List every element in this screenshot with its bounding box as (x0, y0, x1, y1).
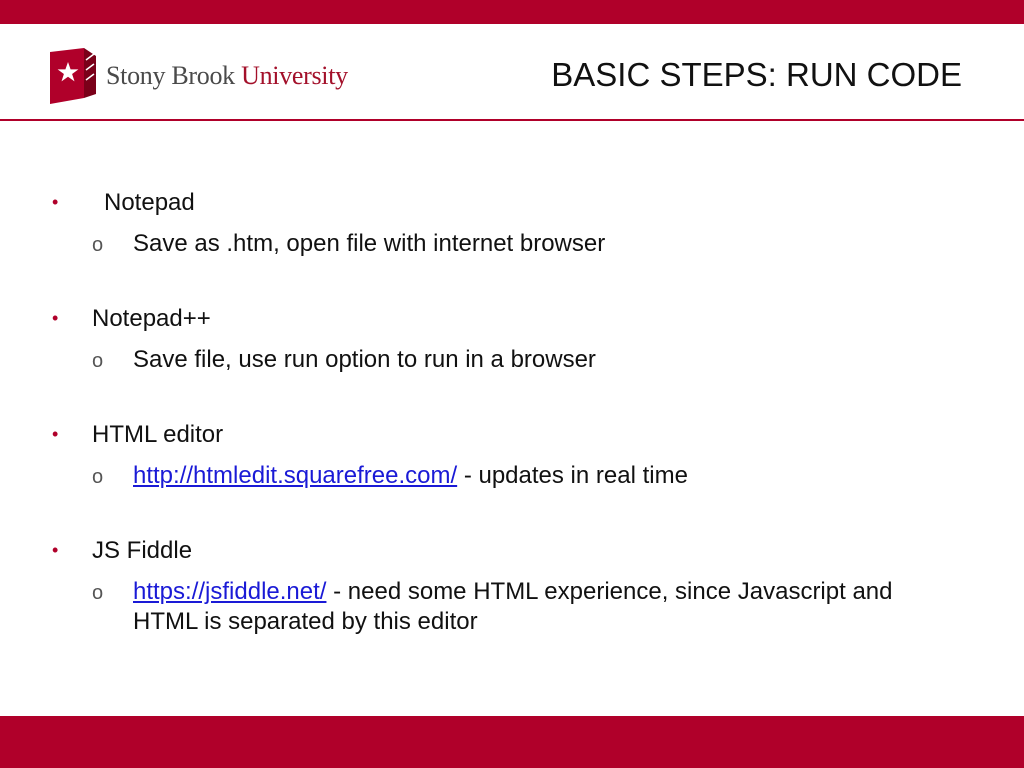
sub-bullet-marker: o (92, 234, 104, 256)
bullet-marker: • (52, 424, 59, 444)
sub-bullet-marker: o (92, 582, 104, 604)
sub-item-description: Save as .htm, open file with internet browser (133, 230, 606, 257)
htmledit-link[interactable]: http://htmledit.squarefree.com/ (133, 462, 458, 489)
sub-item-description: - updates in real time (457, 462, 688, 489)
sub-bullet-marker: o (92, 350, 104, 372)
sub-item-description: Save file, use run option to run in a browser (133, 346, 596, 373)
bottom-brand-bar (0, 716, 1024, 768)
bullet-marker: • (52, 540, 59, 560)
sub-item-text (133, 577, 963, 637)
bullet-marker: • (52, 308, 59, 328)
item-label: JS Fiddle (92, 537, 193, 564)
sub-item-text (133, 229, 963, 259)
item-label: Notepad++ (92, 305, 211, 332)
sub-item-description: - need some HTML experience, since Javascript and HTML is separated by this editor (133, 578, 893, 635)
jsfiddle-link[interactable]: https://jsfiddle.net/ (133, 578, 327, 605)
sub-bullet-marker: o (92, 466, 104, 488)
sub-item-text (133, 345, 963, 375)
logo-word-stony-brook: Stony Brook (106, 61, 235, 90)
logo-word-university: University (241, 61, 348, 90)
item-label: Notepad (104, 189, 195, 216)
item-label: HTML editor (92, 421, 224, 448)
slide-title: BASIC STEPS: RUN CODE (551, 56, 962, 93)
bullet-marker: • (52, 192, 59, 212)
sub-item-text (133, 461, 963, 491)
